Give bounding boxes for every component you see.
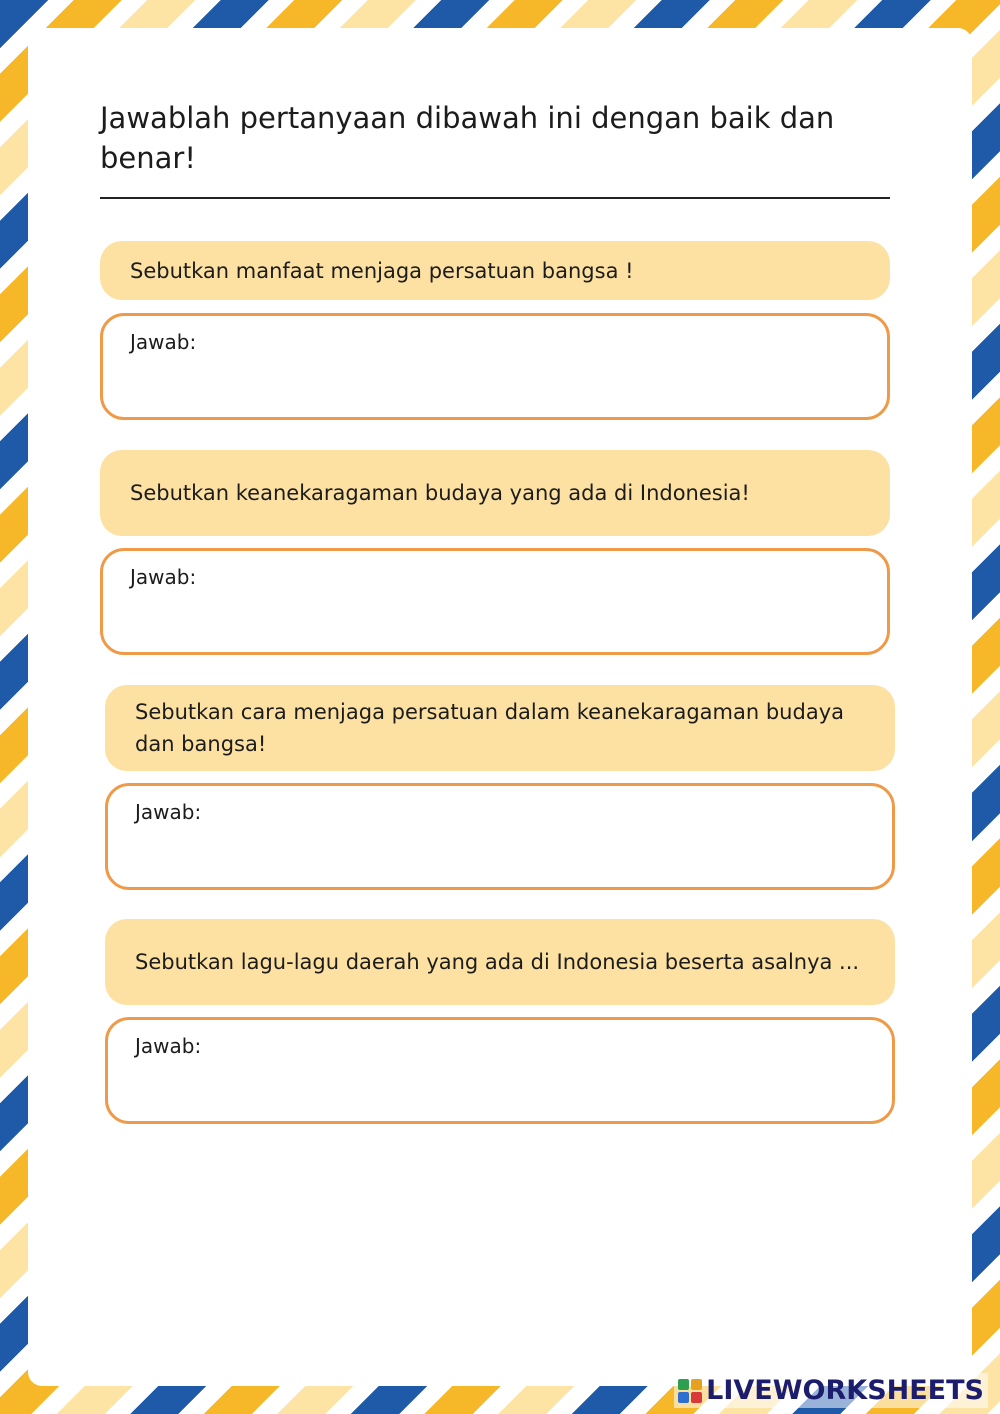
answer-field-3[interactable]: [105, 783, 895, 890]
question-text-3: Sebutkan cara menjaga persatuan dalam keanekaragaman budaya dan bangsa!: [135, 700, 844, 756]
answer-field-1[interactable]: [100, 313, 890, 420]
question-box-1: [100, 241, 890, 300]
page-title: Jawablah pertanyaan dibawah ini dengan baik dan benar!: [100, 101, 835, 175]
liveworksheets-wordmark: LIVEWORKSHEETS: [706, 1375, 984, 1406]
question-text-1: Sebutkan manfaat menjaga persatuan bangsa !: [130, 258, 634, 283]
question-text-2: Sebutkan keanekaragaman budaya yang ada di Indonesia!: [130, 481, 750, 505]
answer-field-2[interactable]: [100, 548, 890, 655]
liveworksheets-logo-icon: [678, 1379, 702, 1403]
question-box-2: [100, 450, 890, 536]
answer-label-3: Jawab:: [135, 800, 202, 824]
question-box-3: [105, 685, 895, 771]
answer-label-4: Jawab:: [135, 1034, 202, 1058]
question-text-4: Sebutkan lagu-lagu daerah yang ada di Indonesia beserta asalnya ...: [135, 950, 860, 974]
answer-field-4[interactable]: [105, 1017, 895, 1124]
question-box-4: [105, 919, 895, 1005]
title-divider: [100, 197, 890, 199]
answer-label-1: Jawab:: [130, 330, 197, 354]
answer-label-2: Jawab:: [130, 565, 197, 589]
liveworksheets-brand[interactable]: [674, 1373, 988, 1408]
